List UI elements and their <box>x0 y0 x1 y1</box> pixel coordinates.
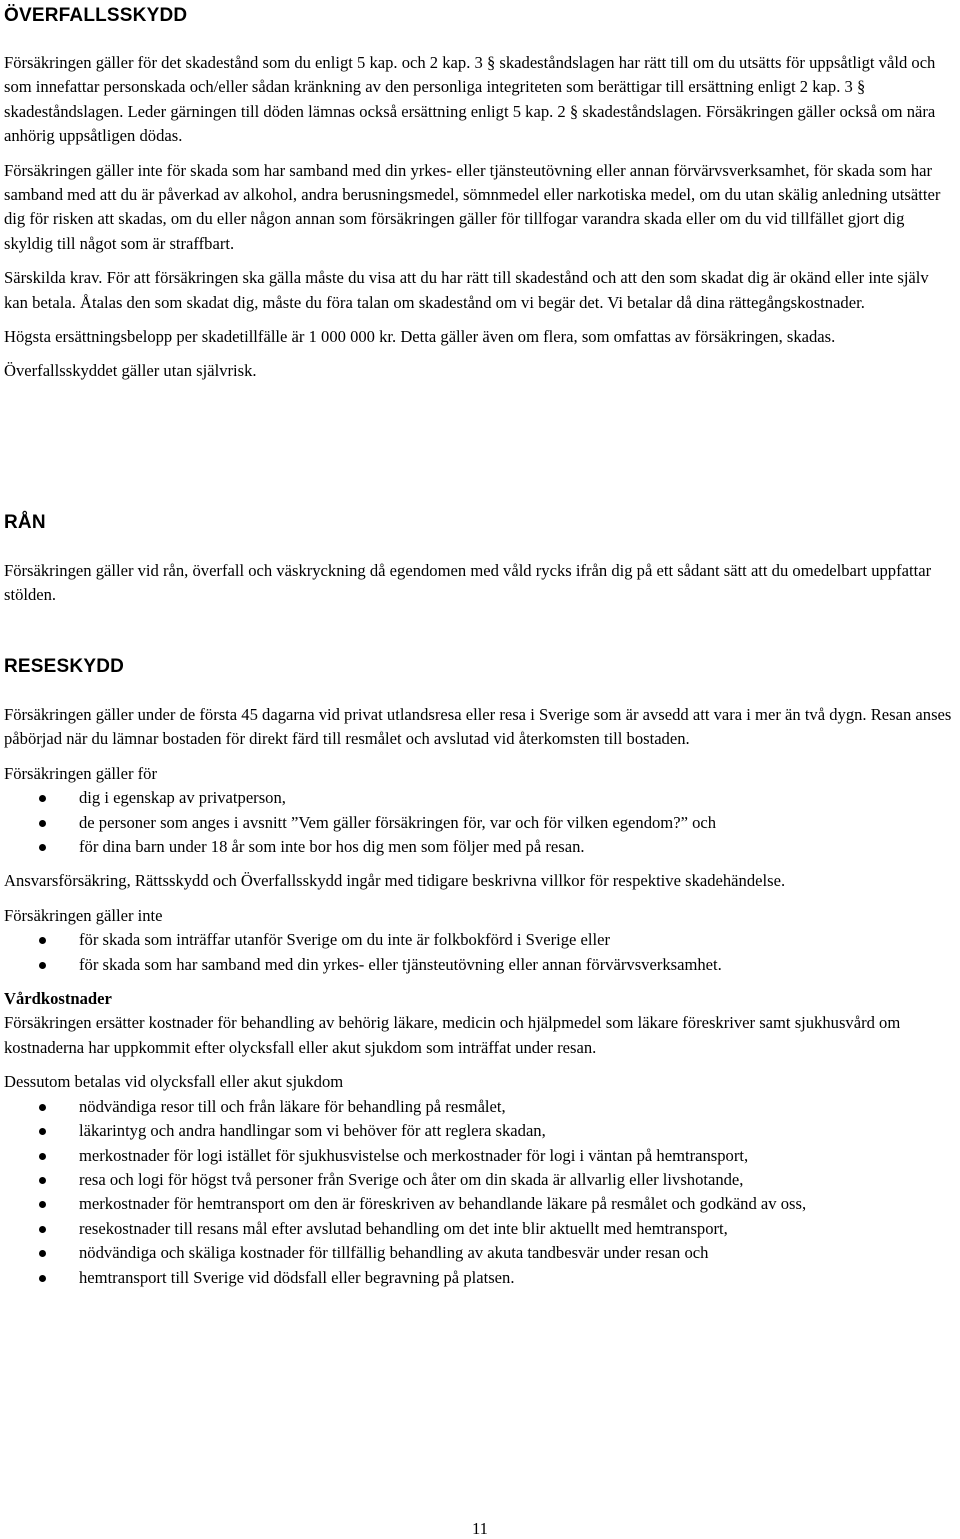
paragraph: Försäkringen gäller inte för skada som har samband med din yrkes- eller tjänsteutövning eller annan förvärvsverksamhet, för skada som har samband med att du är påverkad av alkohol, andra berusningsmedel, sömnmedel eller narkotiska medel, om du utan skälig anledning utsätter dig för risken att skadas, om du eller någon annan som försäkringen gäller för tillfogar varandra skada eller om du vid tillfället gjort dig skyldig till något som är straffbart. <box>4 160 941 253</box>
subheading-vardkostnader: Vårdkostnader <box>4 989 112 1009</box>
list-item: för skada som har samband med din yrkes- eller tjänsteutövning eller annan förvärvsverksamhet. <box>4 953 954 977</box>
bullet-icon <box>39 1201 46 1208</box>
list-item: de personer som anges i avsnitt ”Vem gäller försäkringen för, var och för vilken egendom?” och <box>4 811 954 835</box>
paragraph: Försäkringen gäller under de första 45 dagarna vid privat utlandsresa eller resa i Sverige som är avsedd att vara i mer än två dygn. Resan anses påbörjad när du lämnar bostaden för direkt färd till resmålet och avslutad vid återkomsten till bostaden. <box>4 705 952 749</box>
list-item: resa och logi för högst två personer från Sverige och åter om din skada är allvarlig eller livshotande, <box>4 1168 954 1192</box>
bullet-icon <box>39 1153 46 1160</box>
list-item: för skada som inträffar utanför Sverige om du inte är folkbokförd i Sverige eller <box>4 928 954 952</box>
section-heading-reseskydd: RESESKYDD <box>4 656 125 677</box>
list-item: nödvändiga resor till och från läkare för behandling på resmålet, <box>4 1095 954 1119</box>
list-intro: Dessutom betalas vid olycksfall eller akut sjukdom <box>4 1072 344 1092</box>
list-item: dig i egenskap av privatperson, <box>4 786 954 810</box>
section-body-overfallsskydd <box>4 51 954 384</box>
paragraph: Försäkringen ersätter kostnader för behandling av behörig läkare, medicin och hjälpmedel som läkare föreskriver samt sjukhusvård om kostnaderna har uppkommit efter olycksfall eller akut sjukdom som inträffat under resan. <box>4 1013 901 1057</box>
section-heading-overfallsskydd: ÖVERFALLSSKYDD <box>4 5 188 26</box>
list-intro: Försäkringen gäller inte <box>4 905 163 925</box>
paragraph: Högsta ersättningsbelopp per skadetillfälle är 1 000 000 kr. Detta gäller även om flera, som omfattas av försäkringen, skadas. <box>4 327 836 347</box>
list-item: nödvändiga och skäliga kostnader för tillfällig behandling av akuta tandbesvär under resan och <box>4 1241 954 1265</box>
bullet-icon <box>39 1177 46 1184</box>
paragraph: Särskilda krav. För att försäkringen ska gälla måste du visa att du har rätt till skadestånd och att den som skadat dig är okänd eller inte själv kan betala. Åtalas den som skadat dig, måste du föra talan om skadestånd om vi begär det. Vi betalar då dina rättegångskostnader. <box>4 268 929 312</box>
bullet-icon <box>39 1128 46 1135</box>
bullet-icon <box>39 820 46 827</box>
section-heading-ran: RÅN <box>4 512 46 533</box>
bullet-list-extra-costs <box>4 1095 954 1290</box>
bullet-icon <box>39 1275 46 1282</box>
bullet-icon <box>39 844 46 851</box>
list-item: hemtransport till Sverige vid dödsfall eller begravning på platsen. <box>4 1266 954 1290</box>
bullet-list-applies <box>4 786 954 859</box>
bullet-icon <box>39 937 46 944</box>
bullet-icon <box>39 962 46 969</box>
list-item: läkarintyg och andra handlingar som vi behöver för att reglera skadan, <box>4 1119 954 1143</box>
list-item: för dina barn under 18 år som inte bor hos dig men som följer med på resan. <box>4 835 954 859</box>
paragraph: Försäkringen gäller för det skadestånd som du enligt 5 kap. och 2 kap. 3 § skadeståndslagen har rätt till om du utsätts för uppsåtligt våld och som innefattar personskada och/eller sådan kränkning av den personliga integriteten som berättigar till ersättning enligt 2 kap. 3 § skadeståndslagen. Leder gärningen till döden lämnas också ersättning enligt 5 kap. 2 § skadeståndslagen. Försäkringen gäller också om nära anhörig uppsåtligen dödas. <box>4 53 936 146</box>
list-item: resekostnader till resans mål efter avslutad behandling om det inte blir aktuellt med hemtransport, <box>4 1217 954 1241</box>
bullet-icon <box>39 1250 46 1257</box>
paragraph: Överfallsskyddet gäller utan självrisk. <box>4 361 257 381</box>
bullet-icon <box>39 1104 46 1111</box>
paragraph: Försäkringen gäller vid rån, överfall och väskryckning då egendomen med våld rycks ifrån dig på ett sådant sätt att du omedelbart uppfattar stölden. <box>4 561 932 605</box>
list-item: merkostnader för hemtransport om den är föreskriven av behandlande läkare på resmålet och godkänd av oss, <box>4 1192 954 1216</box>
bullet-icon <box>39 795 46 802</box>
paragraph: Ansvarsförsäkring, Rättsskydd och Överfallsskydd ingår med tidigare beskrivna villkor för respektive skadehändelse. <box>4 871 786 891</box>
bullet-list-exclusions <box>4 928 954 977</box>
page-number: 11 <box>472 1519 488 1538</box>
section-body-reseskydd <box>4 703 954 1290</box>
list-item: merkostnader för logi istället för sjukhusvistelse och merkostnader för logi i väntan på hemtransport, <box>4 1144 954 1168</box>
section-body-ran <box>4 559 954 608</box>
bullet-icon <box>39 1226 46 1233</box>
list-intro: Försäkringen gäller för <box>4 763 157 783</box>
